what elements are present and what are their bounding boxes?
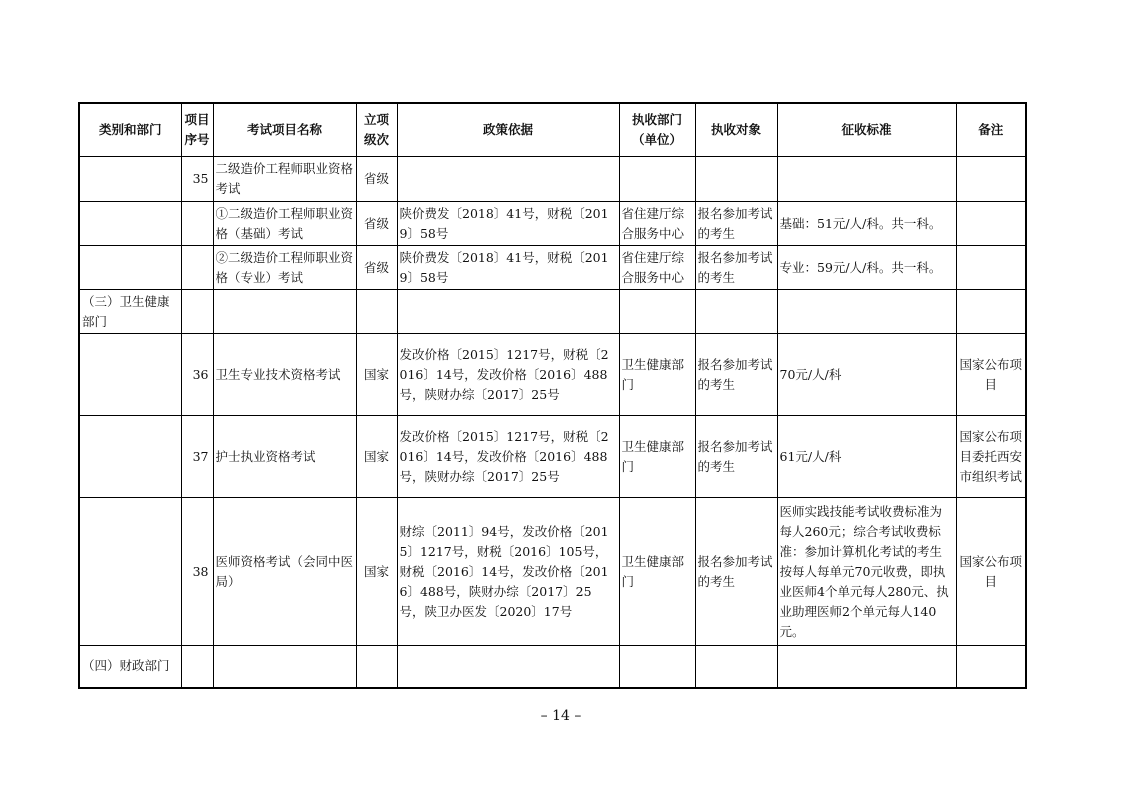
cell-target: 报名参加考试的考生 [695, 498, 777, 646]
page-number: – 14 – [540, 708, 582, 724]
cell-remark: 国家公布项目 [956, 334, 1026, 416]
cell-standard: 基础：51元/人/科。共一科。 [777, 202, 956, 246]
cell-standard: 61元/人/科 [777, 416, 956, 498]
cell-standard [777, 646, 956, 688]
cell-target: 报名参加考试的考生 [695, 334, 777, 416]
cell-policy: 陕价费发〔2018〕41号，财税〔2019〕58号 [397, 202, 619, 246]
cell-remark [956, 290, 1026, 334]
header-dept-line2: （单位） [631, 132, 682, 147]
cell-exam-name: 医师资格考试（会同中医局） [213, 498, 356, 646]
cell-section-title: （四）财政部门 [79, 646, 181, 688]
cell-target [695, 290, 777, 334]
cell-level: 国家 [356, 416, 397, 498]
header-standard: 征收标准 [777, 103, 956, 157]
section-row [79, 290, 1026, 334]
header-dept-line1: 执收部门 [631, 112, 682, 127]
cell-standard [777, 290, 956, 334]
cell-item-no [181, 202, 213, 246]
cell-dept: 省住建厅综合服务中心 [619, 246, 695, 290]
cell-category [79, 334, 181, 416]
cell-dept: 卫生健康部门 [619, 416, 695, 498]
cell-policy: 发改价格〔2015〕1217号，财税〔2016〕14号，发改价格〔2016〕488号，陕财办综〔2017〕25号 [397, 416, 619, 498]
cell-item-no [181, 246, 213, 290]
cell-target: 报名参加考试的考生 [695, 416, 777, 498]
cell-dept: 卫生健康部门 [619, 334, 695, 416]
table-row [79, 202, 1026, 246]
header-remark: 备注 [956, 103, 1026, 157]
cell-item-no: 38 [181, 498, 213, 646]
header-category: 类别和部门 [79, 103, 181, 157]
header-level-line2: 级次 [363, 132, 389, 147]
cell-target [695, 646, 777, 688]
cell-standard: 专业：59元/人/科。共一科。 [777, 246, 956, 290]
cell-level: 省级 [356, 246, 397, 290]
cell-dept [619, 646, 695, 688]
cell-standard [777, 157, 956, 202]
table-row [79, 334, 1026, 416]
cell-remark: 国家公布项目委托西安市组织考试 [956, 416, 1026, 498]
cell-remark [956, 246, 1026, 290]
cell-standard: 医师实践技能考试收费标准为每人260元；综合考试收费标准：参加计算机化考试的考生按每人每单元70元收费，即执业医师4个单元每人280元、执业助理医师2个单元每人140元。 [777, 498, 956, 646]
cell-level: 国家 [356, 334, 397, 416]
table-header [79, 103, 1026, 157]
cell-target: 报名参加考试的考生 [695, 202, 777, 246]
table-row [79, 416, 1026, 498]
cell-item-no: 37 [181, 416, 213, 498]
cell-dept [619, 290, 695, 334]
cell-section-title: （三）卫生健康部门 [79, 290, 181, 334]
cell-policy: 发改价格〔2015〕1217号，财税〔2016〕14号，发改价格〔2016〕488号，陕财办综〔2017〕25号 [397, 334, 619, 416]
cell-remark [956, 157, 1026, 202]
cell-category [79, 202, 181, 246]
cell-policy: 财综〔2011〕94号，发改价格〔2015〕1217号，财税〔2016〕105号，财税〔2016〕14号，发改价格〔2016〕488号，陕财办综〔2017〕25号，陕卫办医发〔2020〕17号 [397, 498, 619, 646]
cell-exam-name: 二级造价工程师职业资格考试 [213, 157, 356, 202]
cell-exam-name: ①二级造价工程师职业资格（基础）考试 [213, 202, 356, 246]
cell-dept [619, 157, 695, 202]
cell-category [79, 157, 181, 202]
cell-exam-name: 护士执业资格考试 [213, 416, 356, 498]
cell-item-no: 35 [181, 157, 213, 202]
cell-policy [397, 157, 619, 202]
cell-exam-name: 卫生专业技术资格考试 [213, 334, 356, 416]
header-exam-name: 考试项目名称 [213, 103, 356, 157]
cell-remark [956, 646, 1026, 688]
header-item-no-line2: 序号 [184, 132, 210, 147]
cell-exam-name: ②二级造价工程师职业资格（专业）考试 [213, 246, 356, 290]
cell-level [356, 290, 397, 334]
header-dept [619, 103, 695, 157]
cell-standard: 70元/人/科 [777, 334, 956, 416]
header-level-line1: 立项 [363, 112, 389, 127]
cell-remark: 国家公布项目 [956, 498, 1026, 646]
header-item-no-line1: 项目 [184, 112, 210, 127]
cell-policy [397, 290, 619, 334]
cell-item-no [181, 646, 213, 688]
cell-exam-name [213, 646, 356, 688]
cell-remark [956, 202, 1026, 246]
cell-policy [397, 646, 619, 688]
cell-level: 省级 [356, 157, 397, 202]
cell-category [79, 246, 181, 290]
table-row [79, 246, 1026, 290]
cell-dept: 卫生健康部门 [619, 498, 695, 646]
header-target: 执收对象 [695, 103, 777, 157]
cell-category [79, 498, 181, 646]
cell-target: 报名参加考试的考生 [695, 246, 777, 290]
cell-category [79, 416, 181, 498]
table-row [79, 157, 1026, 202]
cell-exam-name [213, 290, 356, 334]
table-row [79, 498, 1026, 646]
cell-item-no [181, 290, 213, 334]
header-level [356, 103, 397, 157]
header-policy: 政策依据 [397, 103, 619, 157]
cell-target [695, 157, 777, 202]
fee-table [78, 102, 1027, 689]
table-body [79, 157, 1026, 688]
header-item-no [181, 103, 213, 157]
cell-level: 国家 [356, 498, 397, 646]
cell-level [356, 646, 397, 688]
cell-policy: 陕价费发〔2018〕41号，财税〔2019〕58号 [397, 246, 619, 290]
cell-dept: 省住建厅综合服务中心 [619, 202, 695, 246]
section-row [79, 646, 1026, 688]
cell-level: 省级 [356, 202, 397, 246]
cell-item-no: 36 [181, 334, 213, 416]
